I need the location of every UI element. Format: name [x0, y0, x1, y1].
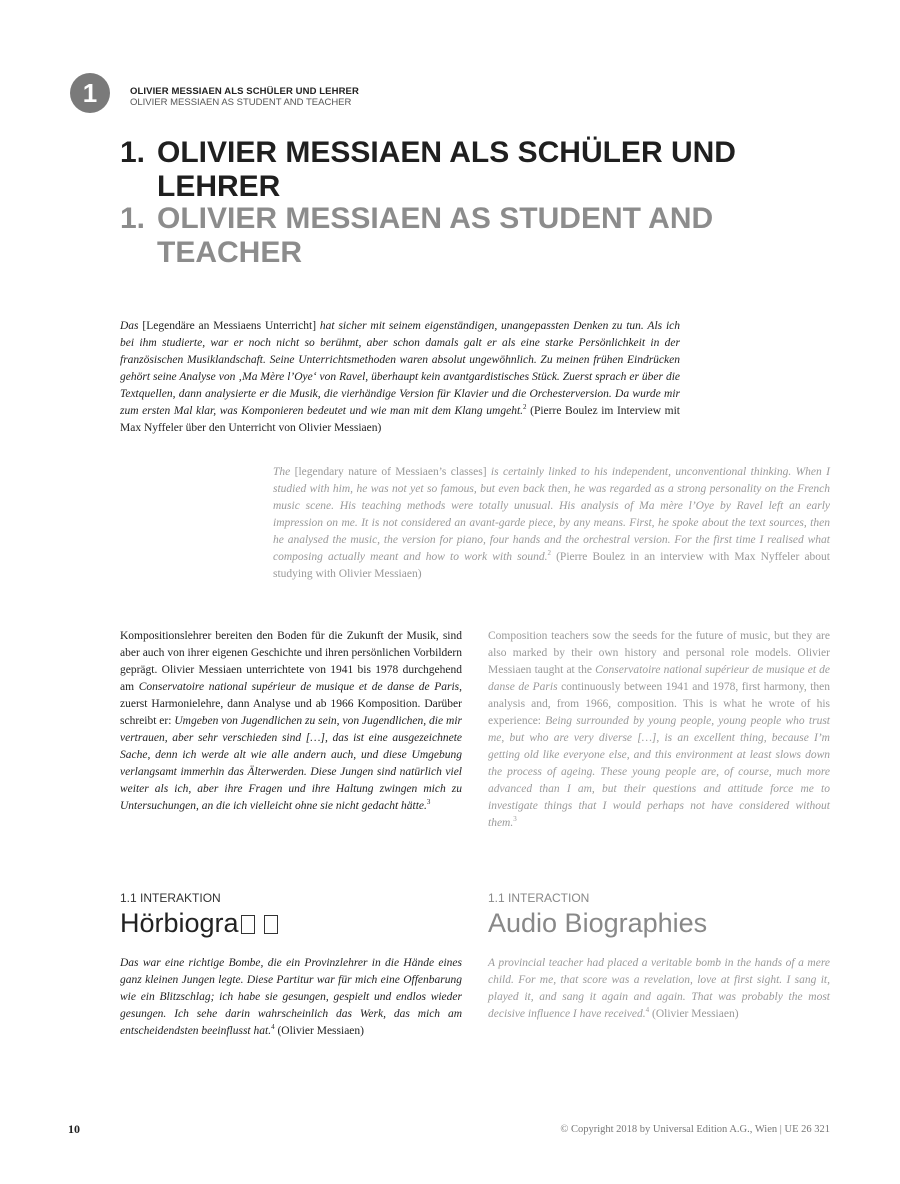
- running-header-de: OLIVIER MESSIAEN ALS SCHÜLER UND LEHRER: [130, 86, 359, 97]
- chapter-number: 1.: [120, 136, 146, 169]
- body-text: continuously between 1941 and 1978, first harmony, then analysis and, from 1966, composition. This is what he wrote of his experience:: [488, 681, 830, 727]
- footnote-ref[interactable]: 4: [271, 1023, 275, 1032]
- body-text-de: [120, 628, 462, 815]
- section-label-de: 1.1 INTERAKTION: [120, 891, 221, 905]
- body-text: , zuerst Harmonielehre, dann Analyse und ab 1966 Komposition. Darüber schreibt er:: [120, 681, 462, 727]
- copyright-line: © Copyright 2018 by Universal Edition A.G., Wien | UE 26 321: [560, 1124, 830, 1135]
- running-header-en: OLIVIER MESSIAEN AS STUDENT AND TEACHER: [130, 97, 352, 108]
- boulez-quote-de: [120, 318, 680, 437]
- quote-text: is certainly linked to his independent, unconventional thinking. When I studied with him, he was not yet so famous, but even back then, he was regarded as a strong personality on the French music scene. His teaching methods were totally unusual. His analysis of Ma mère l’Oye by Ravel left an early impression on me. It is not considered an avant-garde piece, by any means. First, he spoke about the text sources, then he analysed the music, the version for piano, four hands and the orchestral version. For the first time I realised what composing actually meant and how to work with sound.: [273, 466, 830, 563]
- footnote-ref[interactable]: 2: [523, 403, 527, 412]
- quote-source: (Olivier Messiaen): [274, 1025, 364, 1037]
- quote-source: (Olivier Messiaen): [649, 1008, 739, 1020]
- quote-insert: [legendary nature of Messiaen’s classes]: [294, 466, 487, 478]
- title-line-1: OLIVIER MESSIAEN ALS SCHÜLER UND: [157, 136, 736, 169]
- quote-text: A provincial teacher had placed a veritable bomb in the hands of a mere child. For me, that score was a revelation, love at first sight. I sang it, played it, and sang it again and again. That was probably the most decisive influence I have received.: [488, 957, 830, 1020]
- section-label-en: 1.1 INTERACTION: [488, 891, 590, 905]
- section-heading-de: [120, 908, 278, 939]
- footnote-ref[interactable]: 2: [547, 549, 551, 558]
- quote-source: (Pierre Boulez im Interview mit Max Nyffeler über den Unterricht von Olivier Messiaen): [120, 405, 680, 434]
- messiaen-quote: Umgeben von Jugendlichen zu sein, von Jugendlichen, die mir vertrauen, aber sehr verschieden sind […], das ist eine ausgezeichnete Sache, denn ich werde alt wie alle andern auch, und diese Umgebung verlangsamt immerhin das Älterwerden. Diese Jungen sind natürlich viel weiter als ich, aber ihre Fragen und ihre Haltung zwingen mich zu Untersuchungen, an die ich vielleicht ohne sie nicht gedacht hätte.: [120, 715, 462, 812]
- body-text: Composition teachers sow the seeds for the future of music, but they are also marked by their own history and personal role models. Olivier Messiaen taught at the: [488, 630, 830, 676]
- footnote-ref[interactable]: 4: [645, 1006, 650, 1015]
- quote-text: Das war eine richtige Bombe, die ein Provinzlehrer in die Hände eines ganz kleinen Jungen legte. Diese Partitur war für mich eine Offenbarung wie ein Blitzschlag; ich habe sie gesungen, gespielt und endlos wieder gesungen. Ich sehe darin wahrscheinlich das Werk, das mich am entscheidendsten beeinflusst hat.: [120, 957, 462, 1037]
- chapter-number: 1.: [120, 202, 146, 235]
- audio-quote-de: [120, 955, 462, 1040]
- chapter-title-en: [120, 202, 713, 270]
- chapter-title-de: [120, 136, 736, 204]
- quote-text: Das: [120, 320, 143, 332]
- title-line-2: TEACHER: [157, 236, 303, 269]
- title-line-2: LEHRER: [157, 170, 281, 203]
- missing-glyph-icon: [241, 915, 255, 934]
- title-line-1: OLIVIER MESSIAEN AS STUDENT AND: [157, 202, 714, 235]
- quote-insert: [Legendäre an Messiaens Unterricht]: [142, 320, 317, 332]
- quote-text: hat sicher mit seinem eigenständigen, unangepassten Denken zu tun. Als ich bei ihm studierte, war er noch nicht so berühmt, aber schon damals galt er als eine starke Persönlichkeit in der französischen Musiklandschaft. Seine Unterrichtsmethoden waren absolut ungewöhnlich. Zu meinen frühen Eindrücken gehört seine Analyse von ‚Ma Mère l’Oye‘ von Ravel, überhaupt kein avantgardistisches Stück. Zuerst sprach er über die Textquellen, dann analysierte er die Musik, die vierhändige Version für Klavier und die Orchesterversion. Da wurde mir zum ersten Mal klar, was Komponieren bedeutet und wie man mit dem Klang umgeht.: [120, 320, 681, 417]
- institution-name: Conservatoire national supérieur de musique et de danse de Paris: [488, 664, 831, 693]
- footnote-ref[interactable]: 3: [426, 798, 431, 807]
- audio-quote-en: [488, 955, 830, 1023]
- heading-text: Hörbiogra: [120, 908, 239, 938]
- section-heading-en: Audio Biographies: [488, 908, 708, 938]
- messiaen-quote: Being surrounded by young people, young people who trust me, but who are very diverse […], is an excellent thing, because I’m getting old like everyone else, and this environment at least slows down the process of ageing. These young people are, of course, much more advanced than I am, but their questions and attitude force me to investigate things that I would perhaps not have considered without them.: [488, 715, 831, 829]
- footnote-ref[interactable]: 3: [513, 815, 517, 824]
- body-text-en: [488, 628, 830, 832]
- body-text: Kompositionslehrer bereiten den Boden für die Zukunft der Musik, sind aber auch von ihrer eigenen Geschichte und ihren persönlichen Vorbildern geprägt. Olivier Messiaen unterrichtete von 1941 bis 1978 durchgehend am: [120, 630, 462, 693]
- quote-source: (Pierre Boulez in an interview with Max Nyffeler about studying with Olivier Messiaen): [273, 551, 830, 580]
- institution-name: Conservatoire national supérieur de musique et de danse de Paris: [138, 681, 460, 693]
- missing-glyph-icon: [264, 915, 278, 934]
- quote-text: The: [273, 466, 295, 478]
- boulez-quote-en: [273, 464, 830, 583]
- chapter-badge: 1: [70, 73, 110, 113]
- page-number: 10: [68, 1122, 80, 1136]
